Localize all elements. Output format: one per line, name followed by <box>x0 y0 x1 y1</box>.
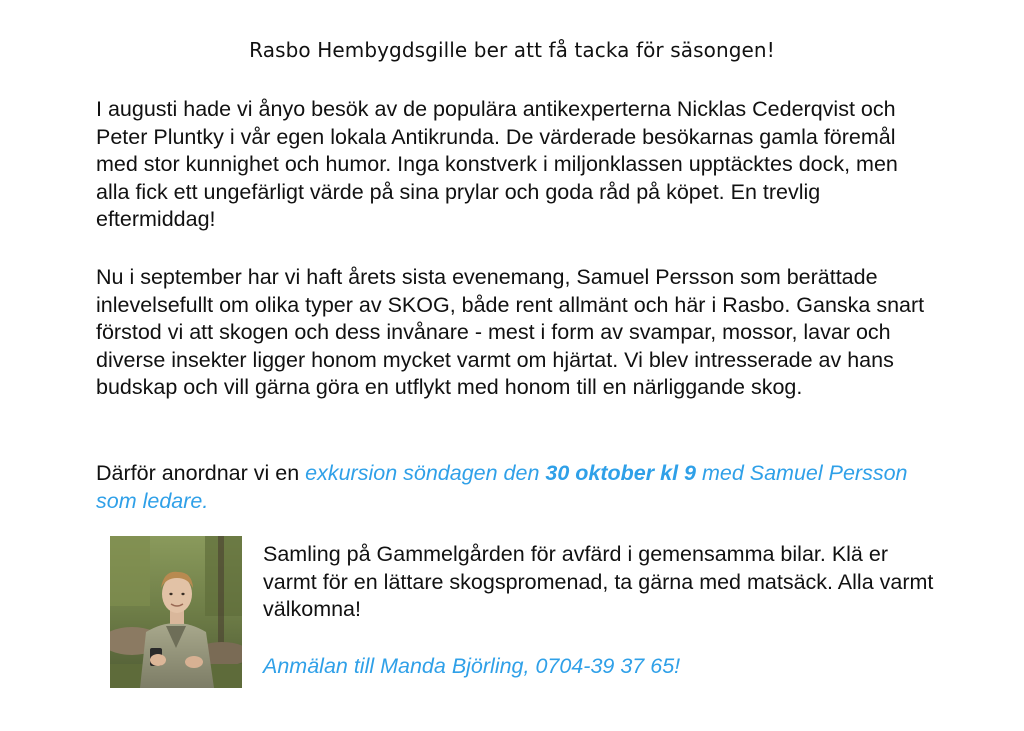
meeting-text: Samling på Gammelgården för avfärd i gemensamma bilar. Klä er varmt för en lättare skogspromenad, ta gärna med matsäck. Alla varmt välkomna! <box>263 542 934 621</box>
registration-text: Anmälan till Manda Björling, 0704-39 37 65! <box>263 654 681 678</box>
page-title: Rasbo Hembygdsgille ber att få tacka för säsongen! <box>249 38 775 62</box>
exkursion-intro: Därför anordnar vi en <box>96 461 306 485</box>
exkursion-highlight-start: exkursion söndagen den <box>305 461 546 485</box>
paragraph-antikrunda: I augusti hade vi ånyo besök av de populära antikexperterna Nicklas Cederqvist och Peter Pluntky i vår egen lokala Antikrunda. De värderade besökarnas gamla föremål med stor kunnighet och humor. Inga konstverk i miljonklassen upptäcktes dock, men alla fick ett ungefärligt värde på sina prylar och goda råd på köpet. En trevlig eftermiddag! <box>96 97 898 231</box>
portrait-photo <box>110 536 242 688</box>
paragraph-skog: Nu i september har vi haft årets sista evenemang, Samuel Persson som berättade inlevelsefullt om olika typer av SKOG, både rent allmänt och här i Rasbo. Ganska snart förstod vi att skogen och dess invånare - mest i form av svampar, mossor, lavar och diverse insekter ligger honom mycket varmt om hjärtat. Vi blev intresserade av hans budskap och vill gärna göra en utflykt med honom till en närliggande skog. <box>96 265 925 399</box>
paragraph-exkursion <box>96 460 936 515</box>
exkursion-date: 30 oktober kl 9 <box>545 461 696 485</box>
exkursion-highlight-end: med Samuel Persson som ledare. <box>96 461 908 513</box>
